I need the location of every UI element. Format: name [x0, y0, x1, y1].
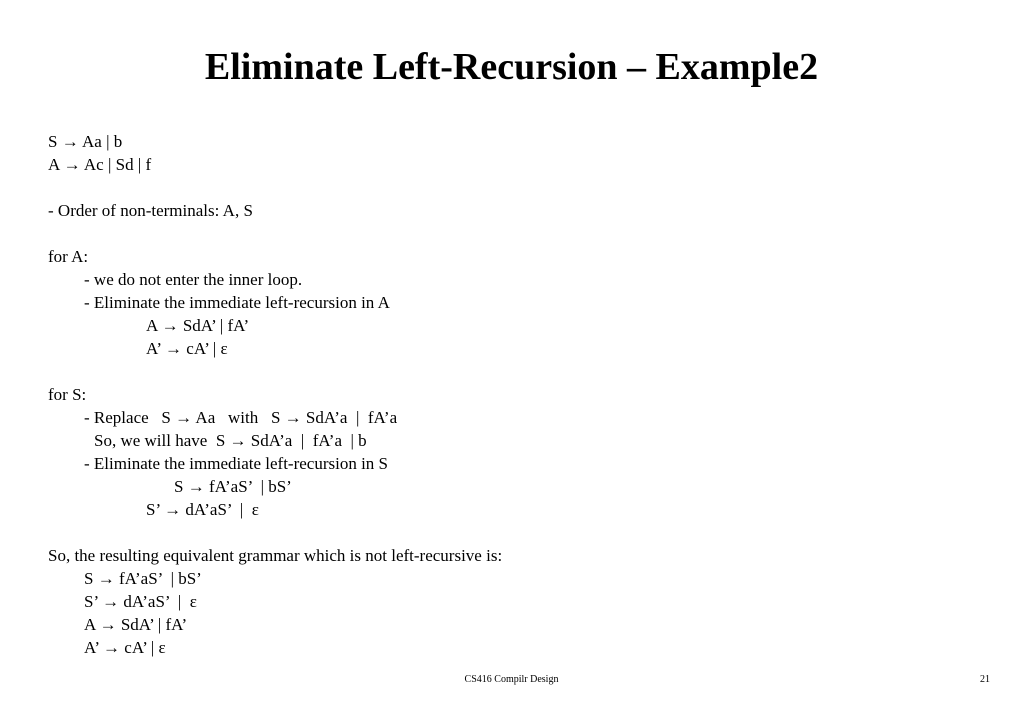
for-a-result-1: A → SdA’ | fA’ [146, 316, 250, 335]
spacer [48, 176, 502, 199]
for-a-result-2: A’ → cA’ | ε [146, 339, 228, 358]
for-a-step-1: - we do not enter the inner loop. [84, 270, 303, 289]
final-rule-4: A’ → cA’ | ε [84, 638, 166, 657]
spacer [48, 521, 502, 544]
spacer [48, 222, 502, 245]
for-s-step-1: - Replace S → Aa with S → SdA’a | fA’a [84, 408, 398, 427]
slide-title: Eliminate Left-Recursion – Example2 [204, 46, 819, 88]
for-a-heading: for A: [48, 247, 89, 266]
for-s-result-1: S → fA’aS’ | bS’ [174, 477, 292, 496]
final-rule-2: S’ → dA’aS’ | ε [84, 592, 197, 611]
conclusion-line: So, the resulting equivalent grammar which is not left-recursive is: [48, 546, 503, 565]
for-s-step-2: - Eliminate the immediate left-recursion in S [84, 454, 389, 473]
order-line: - Order of non-terminals: A, S [48, 201, 253, 220]
page-number: 21 [980, 674, 990, 685]
for-a-step-2: - Eliminate the immediate left-recursion in A [84, 293, 390, 312]
for-s-heading: for S: [48, 385, 87, 404]
final-rule-3: A → SdA’ | fA’ [84, 615, 188, 634]
final-rule-1: S → fA’aS’ | bS’ [84, 569, 202, 588]
slide-body [48, 130, 502, 659]
footer-course: CS416 Compilr Design [464, 674, 559, 685]
spacer [48, 360, 502, 383]
grammar-rule-a: A → Ac | Sd | f [48, 155, 152, 174]
grammar-rule-s: S → Aa | b [48, 132, 123, 151]
for-s-step-1-result: So, we will have S → SdA’a | fA’a | b [94, 431, 367, 450]
for-s-result-2: S’ → dA’aS’ | ε [146, 500, 259, 519]
